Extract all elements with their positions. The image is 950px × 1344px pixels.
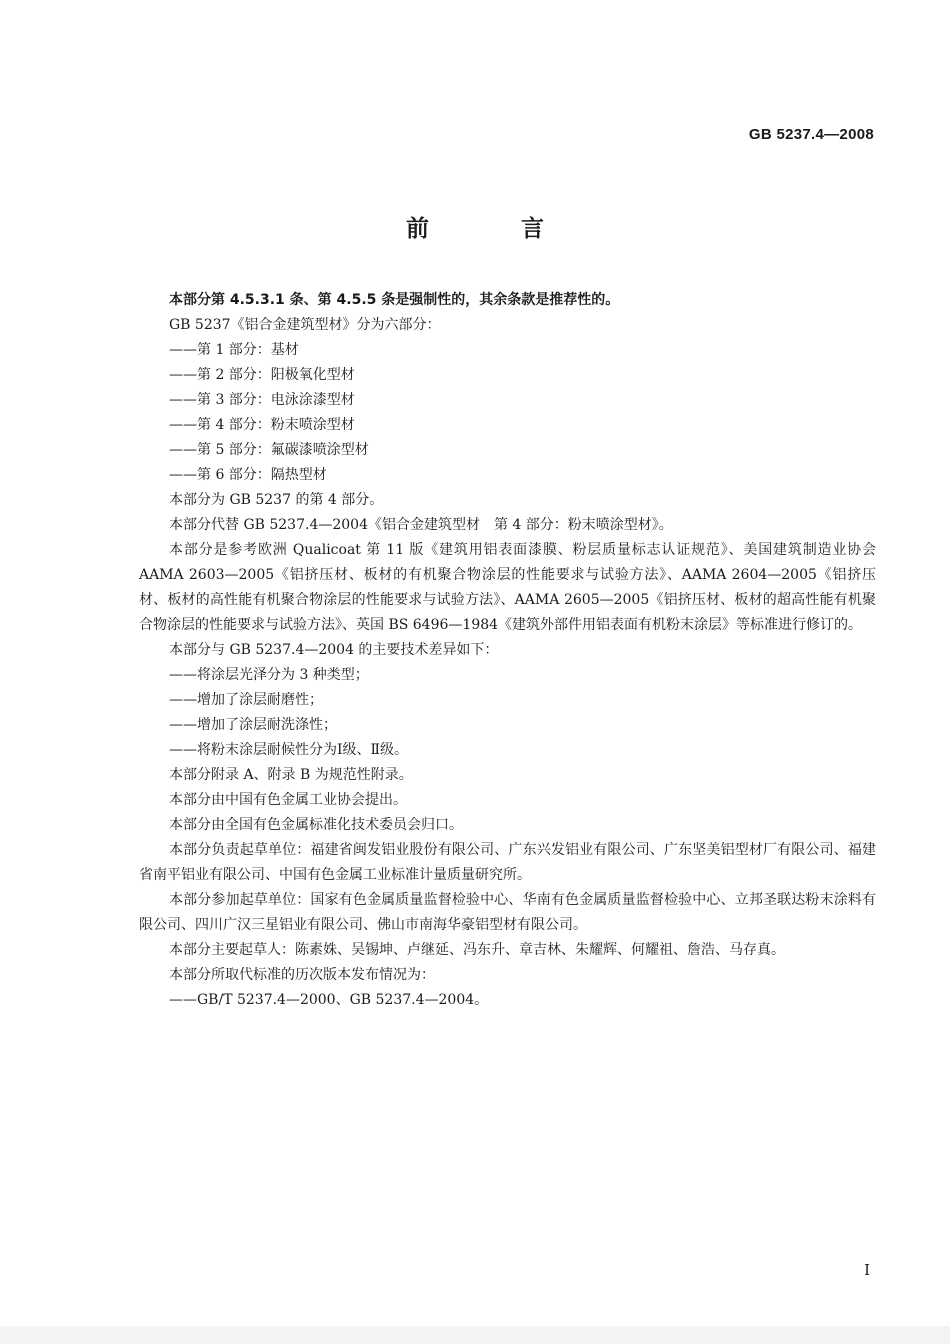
participating-units-paragraph: 本部分参加起草单位：国家有色金属质量监督检验中心、华南有色金属质量监督检验中心、立邦圣联达粉末涂料有限公司、四川广汉三星铝业有限公司、佛山市南海华豪铝型材有限公司。 [139, 892, 876, 933]
foreword-body [139, 288, 876, 1013]
difference-list-item: ——将涂层光泽分为 3 种类型； [169, 667, 369, 683]
page-title: 前 言 [405, 216, 586, 242]
difference-list-item: ——增加了涂层耐磨性； [169, 692, 323, 708]
references-paragraph: 本部分是参考欧洲 Qualicoat 第 11 版《建筑用铝表面漆膜、粉层质量标志认证规范》、美国建筑制造业协会 AAMA 2603—2005《铝挤压材、板材的有机聚合物涂层的性能要求与试验方法》、AAMA 2604—2005《铝挤压材、板材的高性能有机聚合物涂层的性能要求与试验方法》、AAMA 2605—2005《铝挤压材、板材的超高性能有机聚合物涂层的性能要求与试验方法》、英国 BS 6496—1984《建筑外部件用铝表面有机粉末涂层》等标准进行修订的。 [139, 542, 876, 633]
difference-list-item: ——增加了涂层耐洗涤性； [169, 717, 337, 733]
drafting-units-paragraph: 本部分负责起草单位：福建省闽发铝业股份有限公司、广东兴发铝业有限公司、广东坚美铝型材厂有限公司、福建省南平铝业有限公司、中国有色金属工业标准计量质量研究所。 [139, 842, 876, 883]
part-list-item: ——第 5 部分：氟碳漆喷涂型材 [169, 442, 369, 458]
part-list-item: ——第 3 部分：电泳涂漆型材 [169, 392, 355, 408]
part-list-item: ——第 2 部分：阳极氧化型材 [169, 367, 355, 383]
part-list-item: ——第 1 部分：基材 [169, 342, 299, 358]
drafters-paragraph: 本部分主要起草人：陈素姝、吴锡坤、卢继延、冯东升、章吉林、朱耀辉、何耀祖、詹浩、马存真。 [169, 942, 785, 958]
annex-paragraph: 本部分附录 A、附录 B 为规范性附录。 [169, 767, 413, 783]
page-number: I [864, 1261, 870, 1279]
differences-intro-paragraph: 本部分与 GB 5237.4—2004 的主要技术差异如下： [169, 642, 499, 658]
replacement-paragraph: 本部分代替 GB 5237.4—2004《铝合金建筑型材 第 4 部分：粉末喷涂型材》。 [169, 517, 673, 533]
committee-paragraph: 本部分由全国有色金属标准化技术委员会归口。 [169, 817, 463, 833]
standard-code: GB 5237.4—2008 [748, 126, 874, 143]
mandatory-clause-statement: 本部分第 4.5.3.1 条、第 4.5.5 条是强制性的，其余条款是推荐性的。 [169, 292, 620, 308]
part-list-item: ——第 6 部分：隔热型材 [169, 467, 327, 483]
difference-list-item: ——将粉末涂层耐候性分为Ⅰ级、Ⅱ级。 [169, 742, 409, 758]
series-intro-paragraph: GB 5237《铝合金建筑型材》分为六部分： [169, 317, 441, 333]
part-statement-paragraph: 本部分为 GB 5237 的第 4 部分。 [169, 492, 384, 508]
history-list-item: ——GB/T 5237.4—2000、GB 5237.4—2004。 [169, 992, 489, 1008]
proposer-paragraph: 本部分由中国有色金属工业协会提出。 [169, 792, 407, 808]
history-intro-paragraph: 本部分所取代标准的历次版本发布情况为： [169, 967, 435, 983]
scan-edge [0, 1326, 950, 1344]
part-list-item: ——第 4 部分：粉末喷涂型材 [169, 417, 355, 433]
